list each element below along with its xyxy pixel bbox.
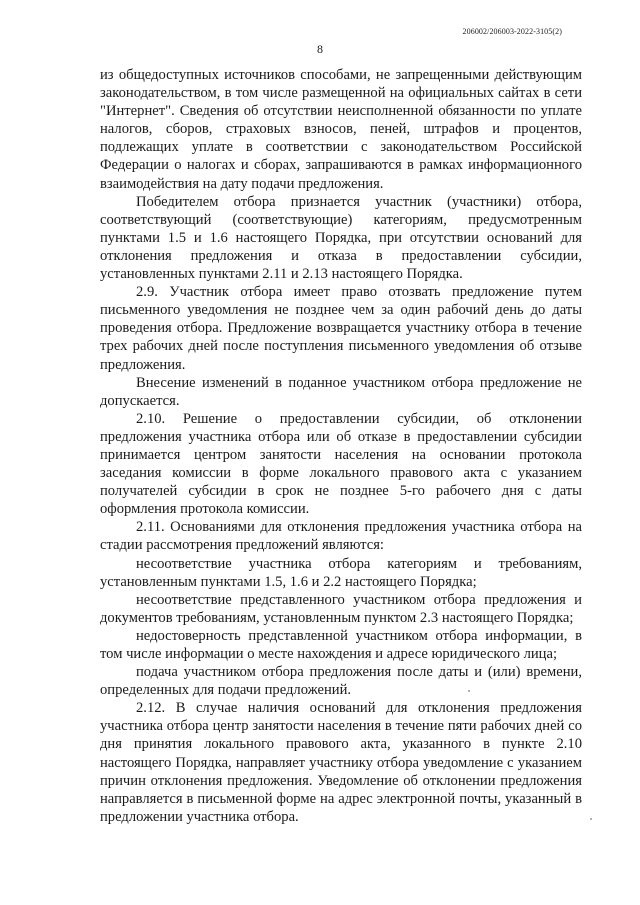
paragraph: из общедоступных источников способами, не запрещенными действующим законодательством, в том числе размещенной на официальных сайтах в сети "Интернет". Сведения об отсутствии неисполненной обязанности по уплате налогов, сборов, страховых взносов, пеней, штрафов и процентов, подлежащих уплате в соответствии с законодательством Российской Федерации о налогах и сборах, запрашиваются в рамках информационного взаимодействия на дату подачи предложения. [100,67,582,192]
paragraph: подача участником отбора предложения после даты и (или) времени, определенных для подачи предложений. [100,664,582,699]
paragraph: несоответствие участника отбора категориям и требованиям, установленным пунктами 1.5, 1.6 и 2.2 настоящего Порядка; [100,555,582,590]
page-number: 8 [317,42,323,56]
paragraph: несоответствие представленного участником отбора предложения и документов требованиям, установленным пунктом 2.3 настоящего Порядка; [100,591,582,626]
paragraph: 2.12. В случае наличия оснований для отклонения предложения участника отбора центр занятости населения в течение пяти рабочих дней со дня принятия локального правового акта, указанного в пункте 2.10 настоящего Порядка, направляет участнику отбора уведомление с указанием причин отклонения предложения. Уведомление об отклонении предложения направляется в письменной форме на адрес электронной почты, указанный в предложении участника отбора. [100,700,582,825]
scan-speck [590,818,592,820]
scan-speck [468,690,470,692]
paragraph: Внесение изменений в поданное участником отбора предложение не допускается. [100,374,582,409]
paragraph: 2.9. Участник отбора имеет право отозвать предложение путем письменного уведомления не позднее чем за один рабочий день до даты проведения отбора. Предложение возвращается участнику отбора в течение трех рабочих дней после поступления письменного уведомления об отзыве предложения. [100,284,582,373]
paragraph: 2.10. Решение о предоставлении субсидии, об отклонении предложения участника отбора или об отказе в предоставлении субсидии принимается центром занятости населения на основании протокола заседания комиссии в форме локального правового акта с указанием получателей субсидии в срок не позднее 5-го рабочего дня с даты оформления протокола комиссии. [100,410,582,518]
paragraph: 2.11. Основаниями для отклонения предложения участника отбора на стадии рассмотрения предложений являются: [100,519,582,554]
paragraph: Победителем отбора признается участник (участники) отбора, соответствующий (соответствующие) категориям, предусмотренным пунктами 1.5 и 1.6 настоящего Порядка, при отсутствии оснований для отклонения предложения и отказа в предоставлении субсидии, установленных пунктами 2.11 и 2.13 настоящего Порядка. [100,193,582,283]
paragraph: недостоверность представленной участником отбора информации, в том числе информации о месте нахождения и адресе юридического лица; [100,627,582,662]
document-code: 206002/206003-2022-3105(2) [462,27,562,36]
document-body [100,66,582,826]
